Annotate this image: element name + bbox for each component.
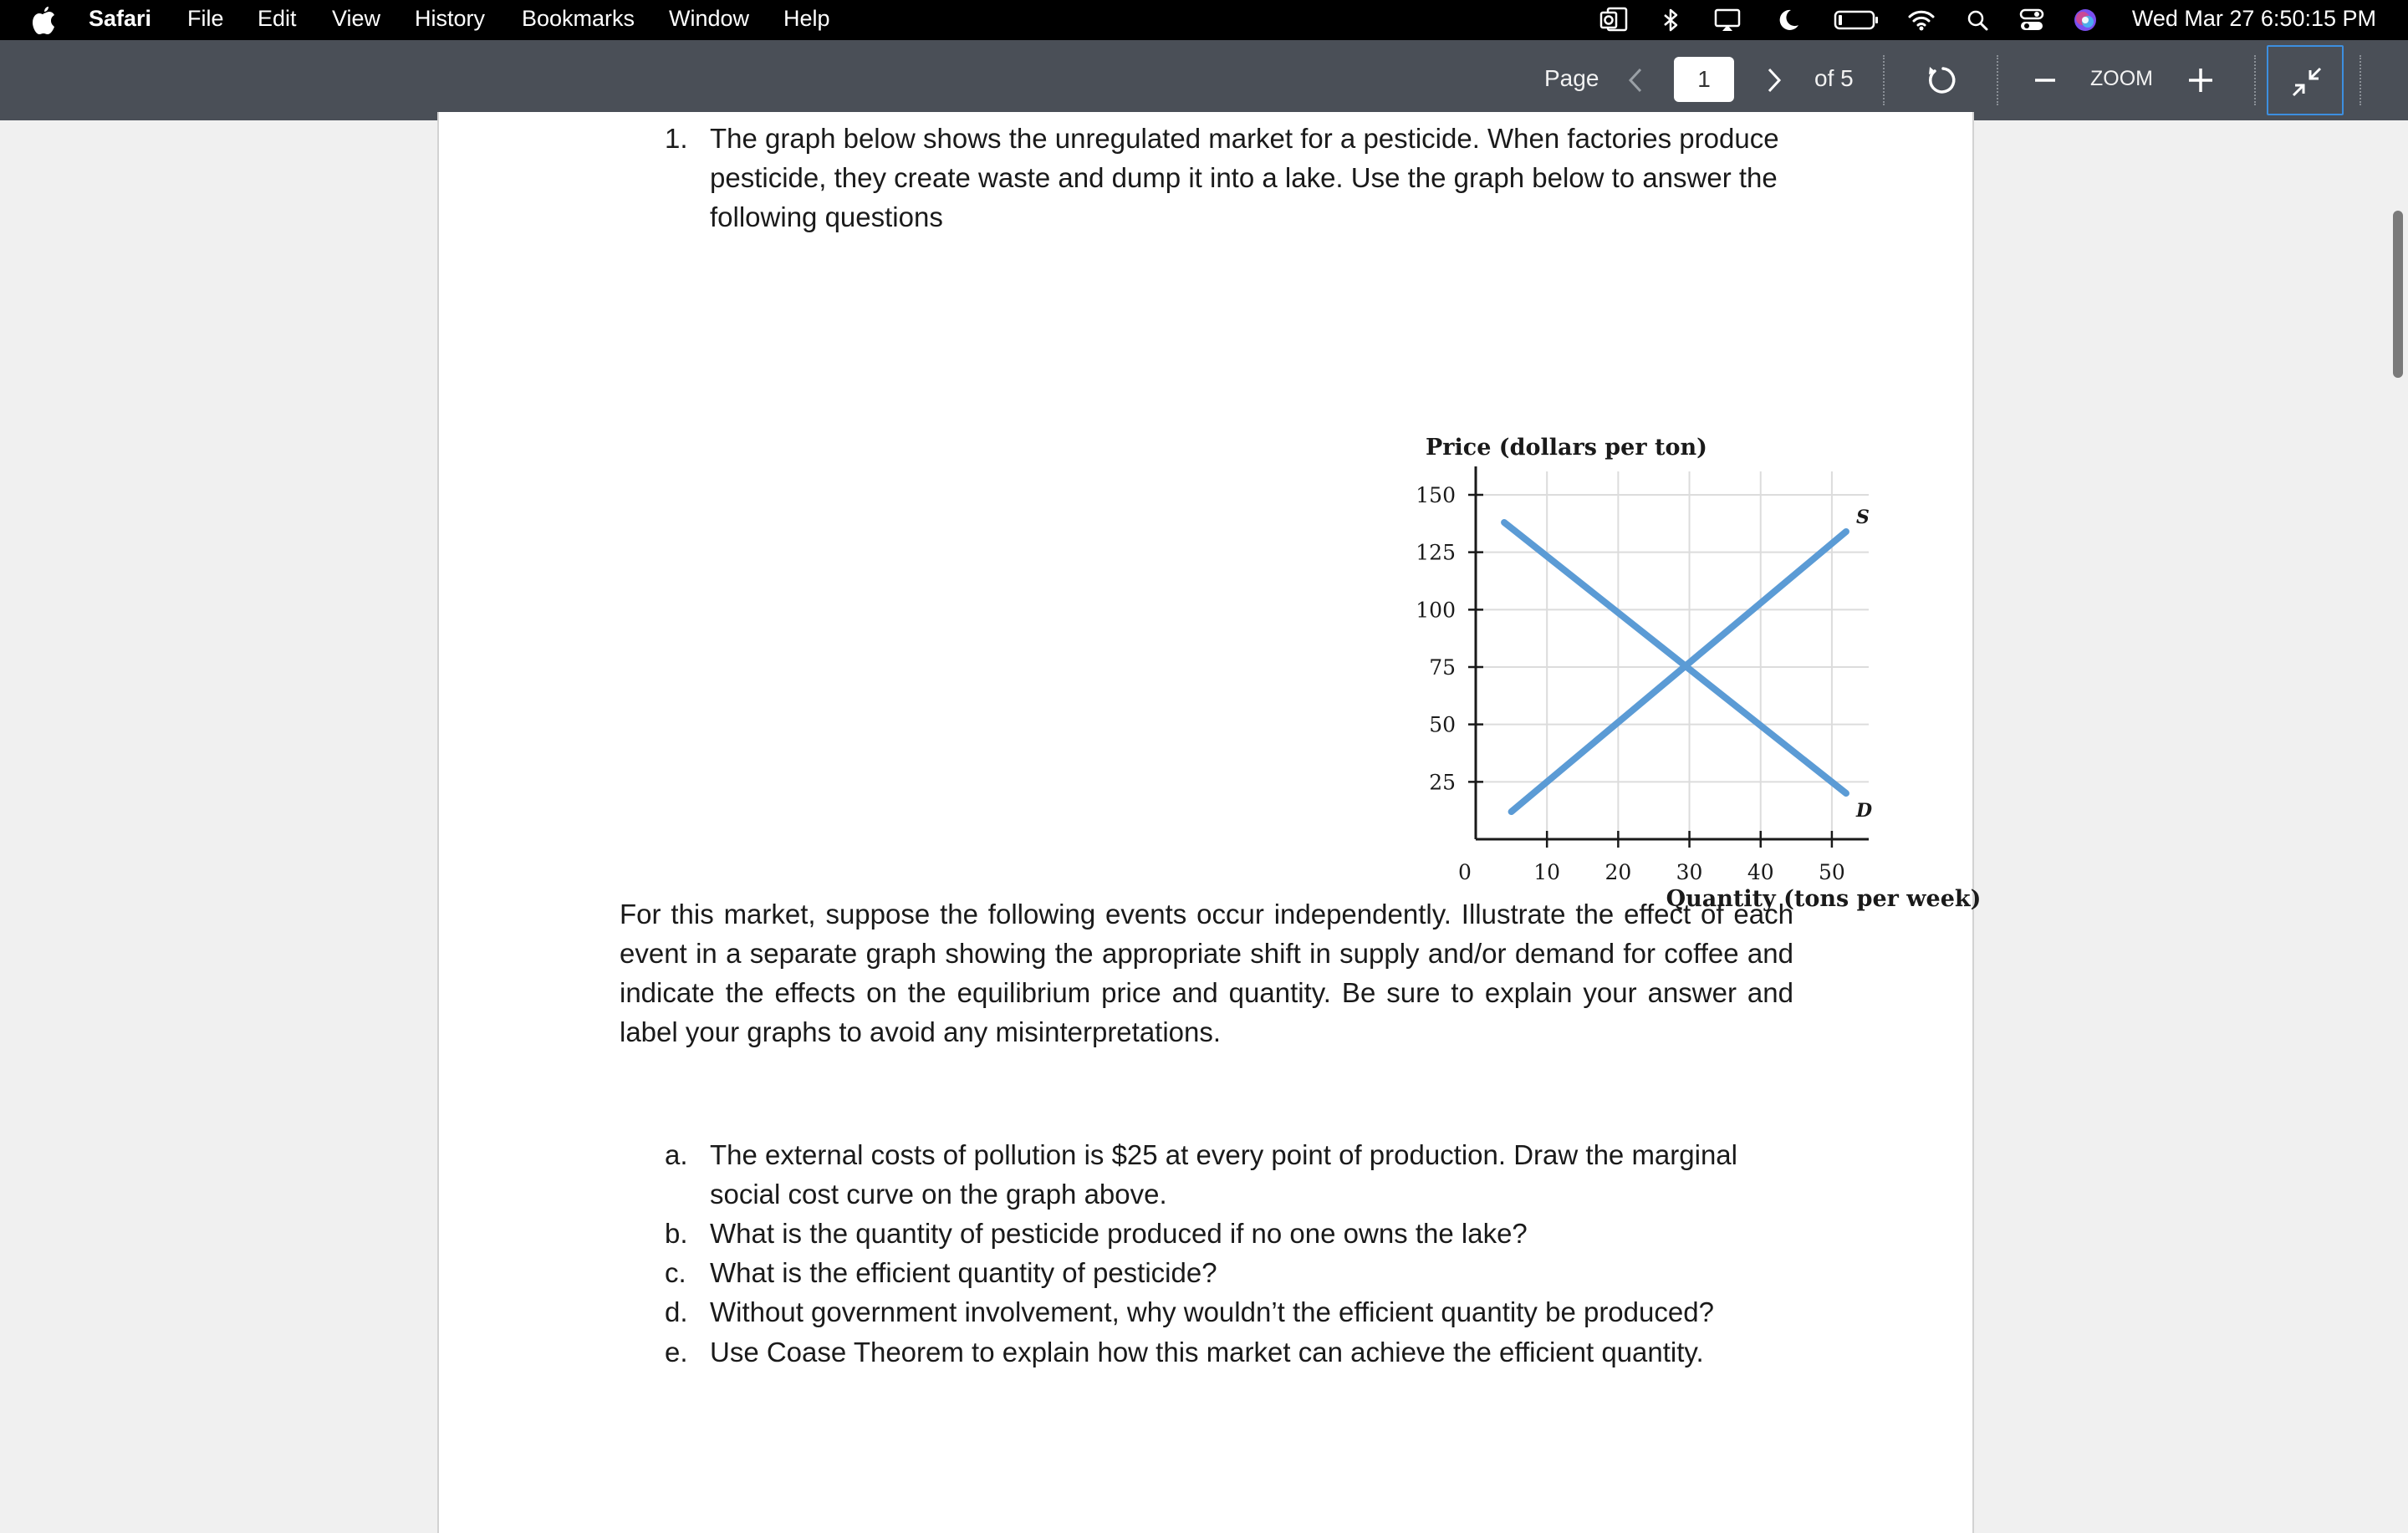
menu-bar bbox=[0, 0, 2408, 40]
subquestion-e: Use Coase Theorem to explain how this market can achieve the efficient quantity. bbox=[710, 1337, 1704, 1367]
pdf-toolbar bbox=[0, 40, 2408, 120]
menu-help[interactable]: Help bbox=[783, 6, 830, 31]
chevron-right-icon bbox=[1766, 67, 1783, 94]
chart-series bbox=[1504, 507, 1872, 822]
question-1-line: following questions bbox=[710, 201, 943, 232]
subquestion-a bbox=[710, 1135, 1880, 1214]
subquestion-letter: b. bbox=[665, 1218, 688, 1249]
chart-ticks bbox=[1416, 483, 1845, 884]
subquestion-line: The external costs of pollution is $25 at every point of production. Draw the marginal bbox=[710, 1139, 1737, 1170]
rotate-icon bbox=[1925, 64, 1958, 97]
plus-icon bbox=[2186, 66, 2215, 94]
y-tick-label: 25 bbox=[1429, 770, 1456, 795]
y-tick-label: 100 bbox=[1416, 598, 1456, 623]
subquestion-letter: c. bbox=[665, 1257, 686, 1288]
y-tick-label: 125 bbox=[1416, 540, 1456, 565]
paragraph-line: For this market, suppose the following events occur independently. Illustrate the effect of each bbox=[620, 899, 1793, 929]
toolbar-divider bbox=[2254, 55, 2256, 105]
vertical-scrollbar[interactable] bbox=[2393, 211, 2403, 378]
rotate-button[interactable] bbox=[1921, 60, 1962, 100]
menu-clock[interactable]: Wed Mar 27 6:50:15 PM bbox=[2131, 6, 2376, 31]
instructions-paragraph bbox=[620, 894, 1793, 1052]
question-1-line: pesticide, they create waste and dump it into a lake. Use the graph below to answer the bbox=[710, 162, 1778, 193]
battery-icon[interactable] bbox=[1833, 5, 1880, 35]
x-tick-label: 50 bbox=[1819, 860, 1845, 884]
subquestion-c: What is the efficient quantity of pesticide? bbox=[710, 1257, 1217, 1288]
menu-safari[interactable]: Safari bbox=[89, 6, 152, 31]
question-1-line: The graph below shows the unregulated market for a pesticide. When factories produce bbox=[710, 123, 1779, 154]
origin-label: 0 bbox=[1458, 860, 1472, 884]
subquestion-letter: a. bbox=[665, 1139, 688, 1170]
menu-history[interactable]: History bbox=[415, 6, 486, 31]
y-axis-label: Price (dollars per ton) bbox=[1426, 435, 1707, 461]
x-tick-label: 40 bbox=[1747, 860, 1774, 884]
moon-icon[interactable] bbox=[1774, 5, 1803, 35]
x-tick-label: 20 bbox=[1604, 860, 1632, 884]
question-1-number: 1. bbox=[665, 123, 688, 154]
search-icon[interactable] bbox=[1965, 5, 1990, 35]
collapse-arrows-icon bbox=[2268, 47, 2345, 117]
toolbar-divider bbox=[2360, 55, 2361, 105]
control-center-icon[interactable] bbox=[2017, 5, 2047, 35]
subquestion-b: What is the quantity of pesticide produced if no one owns the lake? bbox=[710, 1218, 1528, 1249]
siri-icon[interactable] bbox=[2070, 5, 2100, 35]
subquestion-line: social cost curve on the graph above. bbox=[710, 1179, 1167, 1210]
toolbar-divider bbox=[1883, 55, 1885, 105]
toolbar-divider bbox=[1997, 55, 1998, 105]
y-tick-label: 75 bbox=[1429, 655, 1456, 680]
curve-label-d: D bbox=[1855, 800, 1873, 823]
apple-icon[interactable] bbox=[30, 5, 57, 35]
x-axis-label: Quantity (tons per week) bbox=[1666, 886, 1982, 912]
wifi-icon[interactable] bbox=[1906, 5, 1936, 35]
chevron-left-icon bbox=[1627, 67, 1644, 94]
supply-demand-chart bbox=[1392, 430, 1982, 931]
menu-bookmarks[interactable]: Bookmarks bbox=[522, 6, 635, 31]
outlook-icon[interactable] bbox=[1597, 5, 1630, 35]
subquestion-letter: e. bbox=[665, 1337, 688, 1367]
menu-view[interactable]: View bbox=[332, 6, 381, 31]
page-count: of 5 bbox=[1814, 65, 1854, 91]
bluetooth-icon[interactable] bbox=[1659, 5, 1682, 35]
zoom-in-button[interactable] bbox=[2184, 64, 2217, 97]
minus-icon bbox=[2033, 68, 2058, 93]
x-tick-label: 10 bbox=[1533, 860, 1561, 884]
pdf-page bbox=[437, 112, 1982, 1533]
y-tick-label: 150 bbox=[1416, 483, 1456, 507]
fit-to-window-button[interactable] bbox=[2267, 45, 2344, 115]
curve-d bbox=[1504, 522, 1846, 793]
question-1-text bbox=[710, 119, 1880, 237]
previous-page-button[interactable] bbox=[1620, 62, 1650, 99]
curve-label-s: S bbox=[1855, 506, 1870, 528]
curve-s bbox=[1512, 532, 1846, 812]
document-viewer[interactable] bbox=[0, 120, 2408, 1505]
paragraph-line: event in a separate graph showing the appropriate shift in supply and/or demand for coffee and bbox=[620, 938, 1793, 969]
airplay-icon[interactable] bbox=[1712, 5, 1742, 35]
page-label: Page bbox=[1544, 65, 1599, 91]
subquestion-letter: d. bbox=[665, 1296, 688, 1327]
menu-file[interactable]: File bbox=[187, 6, 224, 31]
menu-edit[interactable]: Edit bbox=[258, 6, 297, 31]
paragraph-line: label your graphs to avoid any misinterpretations. bbox=[620, 1016, 1222, 1047]
zoom-label: ZOOM bbox=[2090, 67, 2153, 90]
page-number-input[interactable] bbox=[1674, 57, 1734, 102]
paragraph-line: indicate the effects on the equilibrium price and quantity. Be sure to explain your answer and bbox=[620, 977, 1793, 1008]
y-tick-label: 50 bbox=[1429, 712, 1456, 737]
x-tick-label: 30 bbox=[1676, 860, 1703, 884]
menu-window[interactable]: Window bbox=[669, 6, 750, 31]
zoom-out-button[interactable] bbox=[2030, 65, 2060, 95]
next-page-button[interactable] bbox=[1759, 62, 1789, 99]
subquestion-d: Without government involvement, why wouldn’t the efficient quantity be produced? bbox=[710, 1296, 1714, 1327]
